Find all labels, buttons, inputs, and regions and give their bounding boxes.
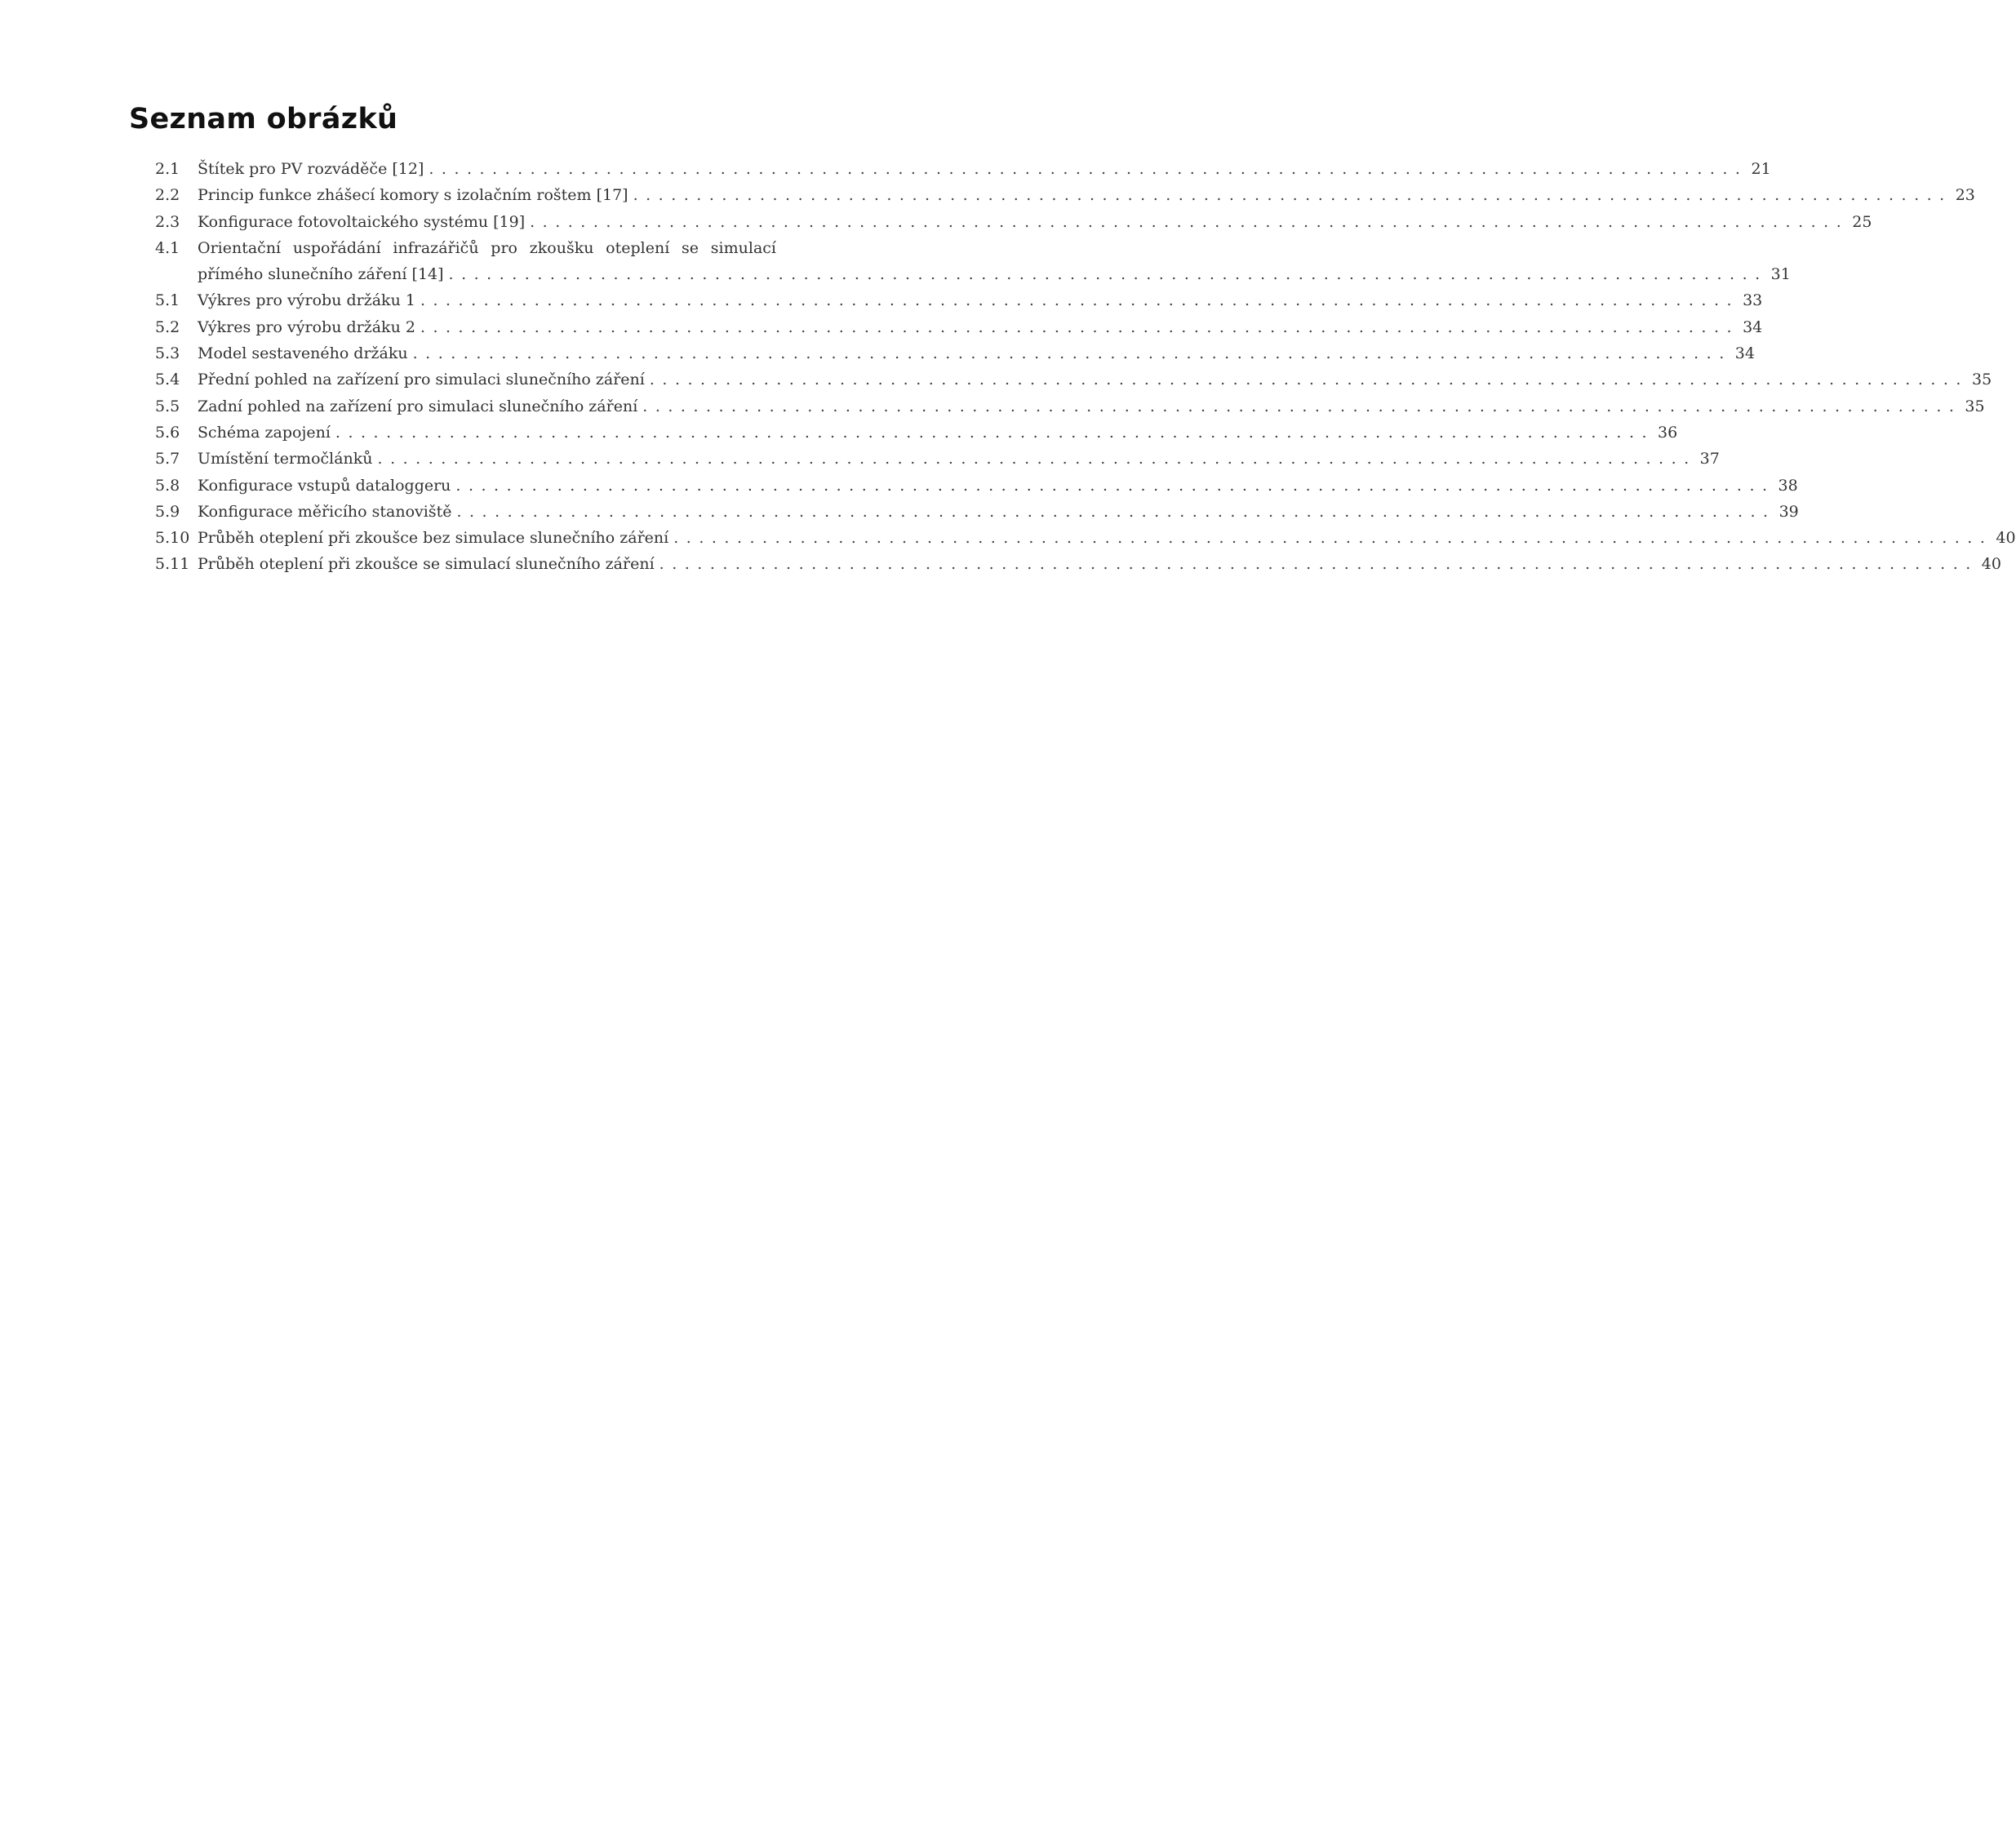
figure-number: 2.2 [155, 186, 180, 205]
figure-entry-2-3[interactable] [155, 209, 1872, 235]
figure-entry-4-1[interactable] [155, 235, 1791, 288]
figure-entry-5-8[interactable] [155, 473, 1798, 499]
figure-title: Konfigurace fotovoltaického systému [19] [198, 212, 526, 231]
figure-entry-5-9[interactable] [155, 499, 1799, 525]
page-number: 35 [1965, 397, 1985, 415]
figure-title: Štítek pro PV rozváděče [12] [198, 160, 424, 178]
figure-title: Princip funkce zhášecí komory s izolačním roštem [17] [198, 186, 628, 205]
figure-title: Konfigurace vstupů dataloggeru [198, 476, 451, 495]
dot-leader: ........................................................................................................ [456, 502, 1776, 521]
figure-number: 4.1 [155, 238, 180, 257]
dot-leader: ........................................................................................................ [412, 344, 1732, 363]
figure-title: Konfigurace měřicího stanoviště [198, 502, 452, 521]
figure-title: Průběh oteplení při zkoušce se simulací slunečního záření [198, 555, 655, 574]
figure-entry-5-11[interactable] [155, 551, 2001, 577]
figure-entry-5-2[interactable] [155, 314, 1763, 340]
figure-entry-5-10[interactable] [155, 525, 2016, 551]
page-number: 40 [1996, 529, 2016, 548]
page-number: 21 [1751, 160, 1771, 178]
page-number: 40 [1981, 555, 2001, 574]
figure-entry-2-2[interactable] [155, 182, 1975, 208]
page-number: 23 [1955, 186, 1975, 205]
list-of-figures [155, 156, 2016, 578]
figure-title: Model sestaveného držáku [198, 344, 408, 363]
dot-leader: ........................................................................................................ [377, 450, 1697, 468]
figure-number: 5.8 [155, 476, 180, 495]
page-title: Seznam obrázků [129, 103, 398, 135]
figure-number: 5.11 [155, 555, 190, 574]
dot-leader: ........................................................................................................ [673, 529, 1993, 548]
dot-leader: ........................................................................................................ [530, 212, 1849, 231]
figure-title: Průběh oteplení při zkoušce bez simulace slunečního záření [198, 529, 669, 548]
figure-title-line-2: přímého slunečního záření [14] [198, 265, 444, 284]
figure-entry-5-7[interactable] [155, 446, 1720, 472]
page-number: 33 [1743, 291, 1763, 310]
figure-title: Umístění termočlánků [198, 450, 373, 468]
dot-leader: ........................................................................................................ [659, 555, 1978, 574]
page-number: 35 [1971, 371, 1992, 389]
figure-number: 5.9 [155, 502, 180, 521]
page-number: 36 [1658, 423, 1678, 442]
dot-leader: ........................................................................................................ [429, 160, 1748, 178]
figure-title: Přední pohled na zařízení pro simulaci slunečního záření [198, 371, 645, 389]
dot-leader: ........................................................................................................ [420, 291, 1740, 310]
figure-entry-5-3[interactable] [155, 340, 1755, 366]
dot-leader: ........................................................................................................ [649, 371, 1969, 389]
page-number: 37 [1699, 450, 1720, 468]
figure-number: 5.3 [155, 344, 180, 363]
dot-leader: ........................................................................................................ [335, 423, 1655, 442]
figure-title: Výkres pro výrobu držáku 2 [198, 317, 415, 336]
figure-number: 5.5 [155, 397, 180, 415]
dot-leader: ........................................................................................................ [448, 265, 1768, 284]
figure-number: 2.3 [155, 212, 180, 231]
dot-leader: ........................................................................................................ [642, 397, 1962, 415]
figure-number: 5.10 [155, 529, 190, 548]
dot-leader: ........................................................................................................ [420, 317, 1740, 336]
page-number: 38 [1778, 476, 1798, 495]
figure-title: Výkres pro výrobu držáku 1 [198, 291, 415, 310]
page-number: 39 [1778, 502, 1799, 521]
figure-number: 5.1 [155, 291, 180, 310]
figure-number: 5.2 [155, 317, 180, 336]
figure-number: 5.6 [155, 423, 180, 442]
figure-title-line-1: Orientační uspořádání infrazářičů pro zkoušku oteplení se simulací [198, 238, 776, 257]
figure-title: Schéma zapojení [198, 423, 331, 442]
figure-title: Zadní pohled na zařízení pro simulaci slunečního záření [198, 397, 638, 415]
figure-number: 2.1 [155, 160, 180, 178]
figure-number: 5.4 [155, 371, 180, 389]
figure-entry-5-5[interactable] [155, 393, 1985, 420]
page-number: 34 [1743, 317, 1763, 336]
page-number: 31 [1770, 265, 1791, 284]
figure-number: 5.7 [155, 450, 180, 468]
dot-leader: ........................................................................................................ [455, 476, 1775, 495]
figure-entry-5-6[interactable] [155, 420, 1678, 446]
page-number: 25 [1852, 212, 1872, 231]
page-number: 34 [1734, 344, 1755, 363]
figure-entry-5-1[interactable] [155, 287, 1763, 313]
figure-entry-5-4[interactable] [155, 366, 1992, 393]
figure-entry-2-1[interactable] [155, 156, 1771, 182]
dot-leader: ........................................................................................................ [633, 186, 1952, 205]
